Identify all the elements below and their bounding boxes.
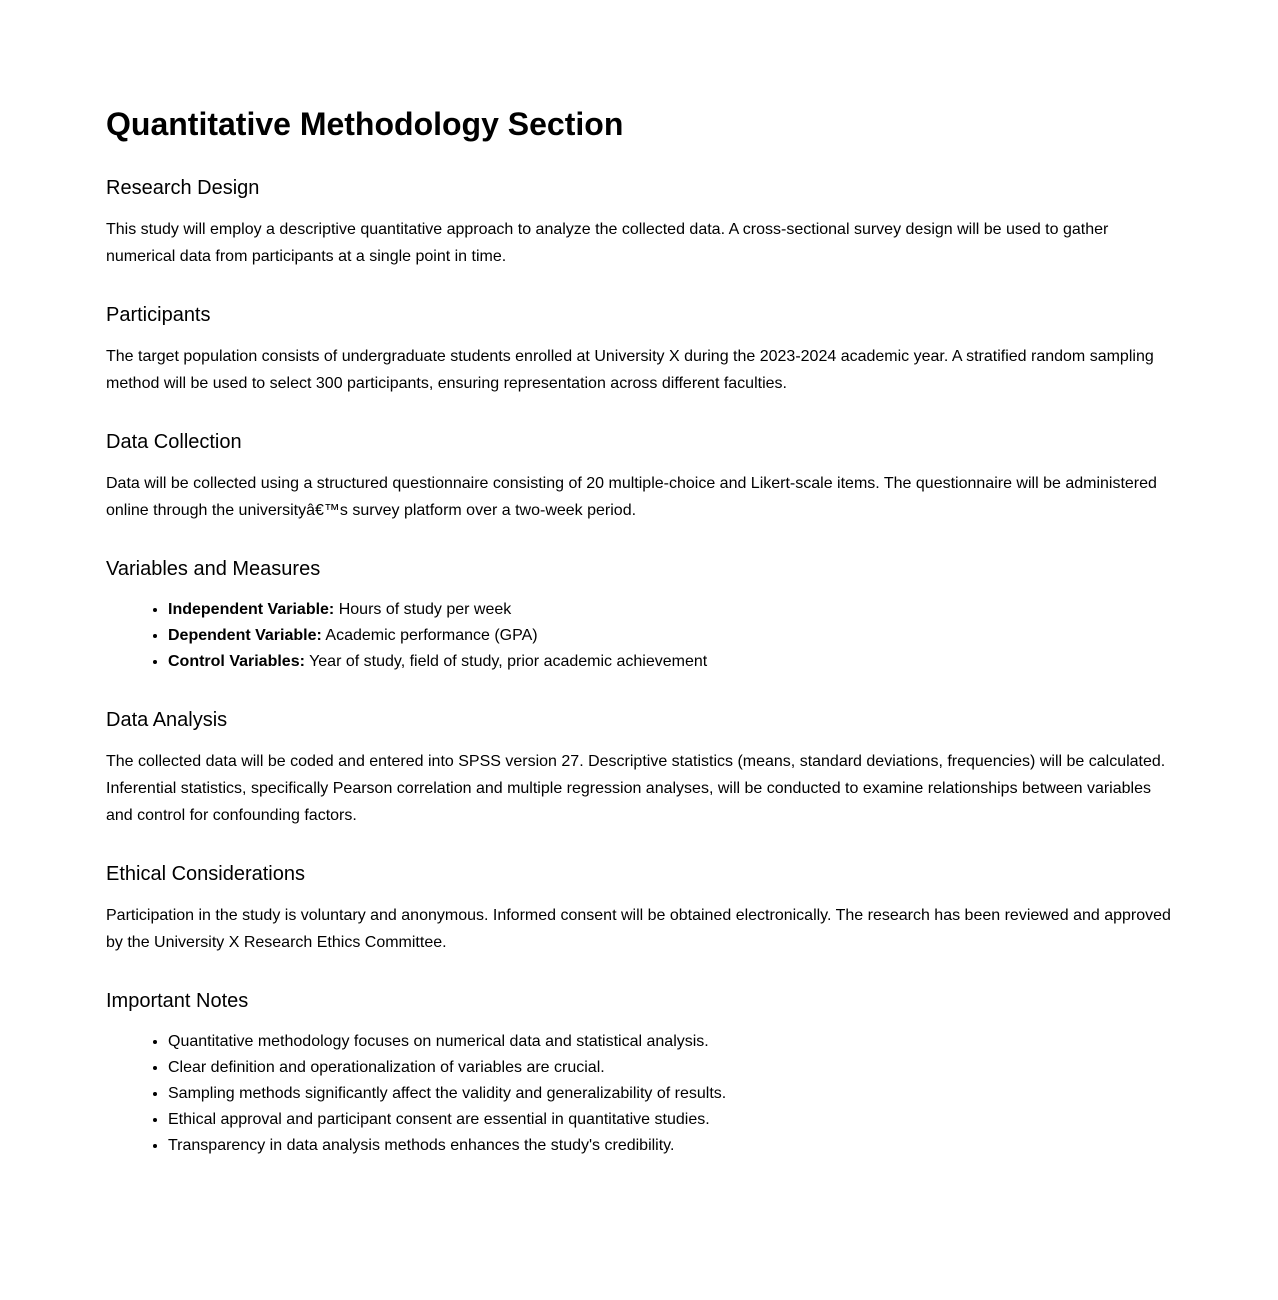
list-item-note: • Transparency in data analysis methods enhances the study's credibility. — [168, 1133, 1172, 1159]
paragraph-ethical-considerations: Participation in the study is voluntary and anonymous. Informed consent will be obtained electronically. The research has been reviewed and approved by the University X Research Ethics Committee. — [106, 907, 1171, 951]
list-item-control-variables — [168, 649, 1172, 675]
variable-label: Dependent Variable: — [168, 627, 322, 644]
section-heading-participants: Participants — [106, 304, 211, 326]
list-item-note: • Ethical approval and participant consent are essential in quantitative studies. — [168, 1107, 1172, 1133]
section-heading-ethical-considerations: Ethical Considerations — [106, 863, 305, 885]
section-heading-research-design: Research Design — [106, 177, 260, 199]
paragraph-research-design: This study will employ a descriptive quantitative approach to analyze the collected data. A cross-sectional survey design will be used to gather numerical data from participants at a single point in time. — [106, 221, 1109, 265]
page-title: Quantitative Methodology Section — [106, 106, 624, 142]
list-item-note: • Sampling methods significantly affect the validity and generalizability of results. — [168, 1081, 1172, 1107]
variable-value: Year of study, field of study, prior academic achievement — [309, 653, 708, 670]
variable-value: Hours of study per week — [338, 601, 512, 618]
paragraph-data-collection: Data will be collected using a structured questionnaire consisting of 20 multiple-choice and Likert-scale items. The questionnaire will be administered online through the universityâ€™s survey platform over a two-week period. — [106, 475, 1157, 519]
variable-label: Control Variables: — [168, 653, 305, 670]
variable-label: Independent Variable: — [168, 601, 335, 618]
important-notes-list — [106, 1029, 1172, 1159]
section-heading-data-analysis: Data Analysis — [106, 709, 228, 731]
section-heading-important-notes: Important Notes — [106, 990, 249, 1012]
list-item-independent-variable — [168, 597, 1172, 623]
paragraph-data-analysis: The collected data will be coded and entered into SPSS version 27. Descriptive statistics (means, standard deviations, frequencies) will be calculated. Inferential statistics, specifically Pearson correlation and multiple regression analyses, will be conducted to examine relationships between variables and control for confounding factors. — [106, 753, 1166, 824]
paragraph-participants: The target population consists of undergraduate students enrolled at University X during the 2023-2024 academic year. A stratified random sampling method will be used to select 300 participants, ensuring representation across different faculties. — [106, 348, 1154, 392]
section-heading-variables-and-measures: Variables and Measures — [106, 558, 321, 580]
list-item-note: • Clear definition and operationalization of variables are crucial. — [168, 1055, 1172, 1081]
list-item-note: • Quantitative methodology focuses on numerical data and statistical analysis. — [168, 1029, 1172, 1055]
variable-value: Academic performance (GPA) — [325, 627, 538, 644]
list-item-dependent-variable — [168, 623, 1172, 649]
section-heading-data-collection: Data Collection — [106, 431, 242, 453]
variables-list — [106, 597, 1172, 675]
